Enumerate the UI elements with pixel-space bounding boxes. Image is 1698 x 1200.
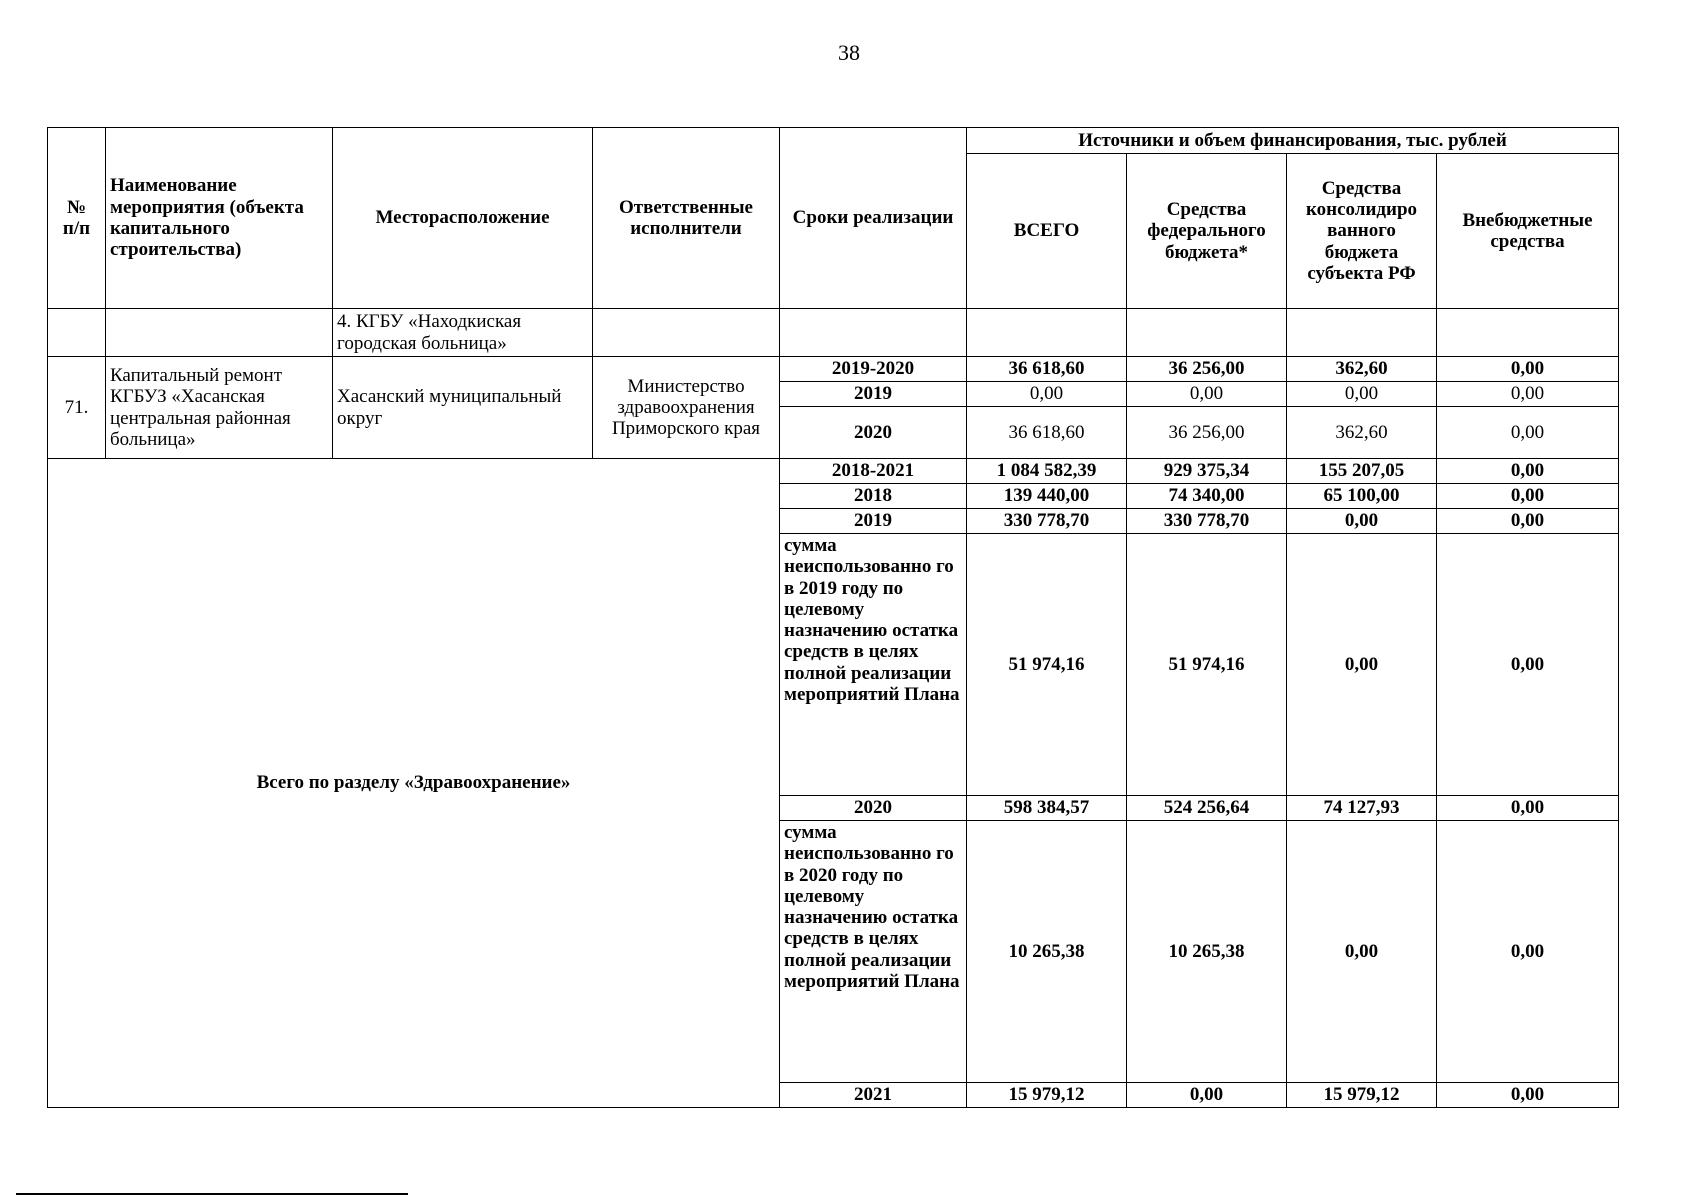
term-cell: 2020 [780, 796, 967, 821]
footnote-separator [16, 1193, 408, 1195]
subsection-row [48, 309, 1619, 357]
federal-cell: 10 265,38 [1127, 821, 1287, 1083]
regional-cell: 362,60 [1287, 357, 1437, 382]
regional-cell: 65 100,00 [1287, 484, 1437, 509]
total-cell: 36 618,60 [967, 357, 1127, 382]
header-executors: Ответственные исполнители [593, 128, 780, 309]
header-extrabudget: Внебюджетные средства [1437, 154, 1619, 309]
extra-cell: 0,00 [1437, 1083, 1619, 1108]
item-num: 71. [48, 357, 106, 459]
total-cell: 598 384,57 [967, 796, 1127, 821]
regional-cell: 155 207,05 [1287, 459, 1437, 484]
term-cell: 2021 [780, 1083, 967, 1108]
total-cell: 36 618,60 [967, 407, 1127, 459]
summary-row [48, 459, 1619, 484]
regional-cell: 0,00 [1287, 509, 1437, 534]
total-cell: 1 084 582,39 [967, 459, 1127, 484]
extra-cell: 0,00 [1437, 357, 1619, 382]
extra-cell: 0,00 [1437, 534, 1619, 796]
federal-cell: 524 256,64 [1127, 796, 1287, 821]
term-cell: 2019 [780, 382, 967, 407]
extra-cell: 0,00 [1437, 407, 1619, 459]
header-regional: Средства консолидиро ванного бюджета субъекта РФ [1287, 154, 1437, 309]
extra-cell: 0,00 [1437, 509, 1619, 534]
total-cell: 139 440,00 [967, 484, 1127, 509]
extra-cell: 0,00 [1437, 484, 1619, 509]
summary-label: Всего по разделу «Здравоохранение» [48, 459, 780, 1108]
item-location: Хасанский муниципальный округ [333, 357, 593, 459]
term-cell: 2018 [780, 484, 967, 509]
regional-cell: 0,00 [1287, 382, 1437, 407]
term-cell: 2019-2020 [780, 357, 967, 382]
federal-cell: 36 256,00 [1127, 407, 1287, 459]
total-cell: 0,00 [967, 382, 1127, 407]
regional-cell: 15 979,12 [1287, 1083, 1437, 1108]
regional-cell: 74 127,93 [1287, 796, 1437, 821]
total-cell: 330 778,70 [967, 509, 1127, 534]
header-federal: Средства федерального бюджета* [1127, 154, 1287, 309]
header-name: Наименование мероприятия (объекта капитального строительства) [106, 128, 333, 309]
term-note-cell: сумма неиспользованно го в 2019 году по целевому назначению остатка средств в целях полной реализации мероприятий Плана [780, 534, 967, 796]
regional-cell: 0,00 [1287, 534, 1437, 796]
total-cell: 15 979,12 [967, 1083, 1127, 1108]
header-financing-group: Источники и объем финансирования, тыс. рублей [967, 128, 1619, 154]
federal-cell: 36 256,00 [1127, 357, 1287, 382]
header-num: № п/п [48, 128, 106, 309]
item-executors: Министерство здравоохранения Приморского края [593, 357, 780, 459]
total-cell: 51 974,16 [967, 534, 1127, 796]
federal-cell: 0,00 [1127, 1083, 1287, 1108]
extra-cell: 0,00 [1437, 796, 1619, 821]
page-number: 38 [838, 40, 860, 65]
financing-table [47, 127, 1619, 1108]
item-name: Капитальный ремонт КГБУЗ «Хасанская центральная районная больница» [106, 357, 333, 459]
total-cell: 10 265,38 [967, 821, 1127, 1083]
term-cell: 2020 [780, 407, 967, 459]
term-cell: 2019 [780, 509, 967, 534]
extra-cell: 0,00 [1437, 821, 1619, 1083]
federal-cell: 0,00 [1127, 382, 1287, 407]
header-terms: Сроки реализации [780, 128, 967, 309]
term-cell: 2018-2021 [780, 459, 967, 484]
federal-cell: 330 778,70 [1127, 509, 1287, 534]
header-total: ВСЕГО [967, 154, 1127, 309]
subsection-location: 4. КГБУ «Находкиская городская больница» [333, 309, 593, 357]
federal-cell: 51 974,16 [1127, 534, 1287, 796]
extra-cell: 0,00 [1437, 382, 1619, 407]
extra-cell: 0,00 [1437, 459, 1619, 484]
regional-cell: 0,00 [1287, 821, 1437, 1083]
table-row [48, 357, 1619, 382]
federal-cell: 74 340,00 [1127, 484, 1287, 509]
header-row-1 [48, 128, 1619, 154]
regional-cell: 362,60 [1287, 407, 1437, 459]
federal-cell: 929 375,34 [1127, 459, 1287, 484]
header-location: Месторасположение [333, 128, 593, 309]
term-note-cell: сумма неиспользованно го в 2020 году по целевому назначению остатка средств в целях полной реализации мероприятий Плана [780, 821, 967, 1083]
